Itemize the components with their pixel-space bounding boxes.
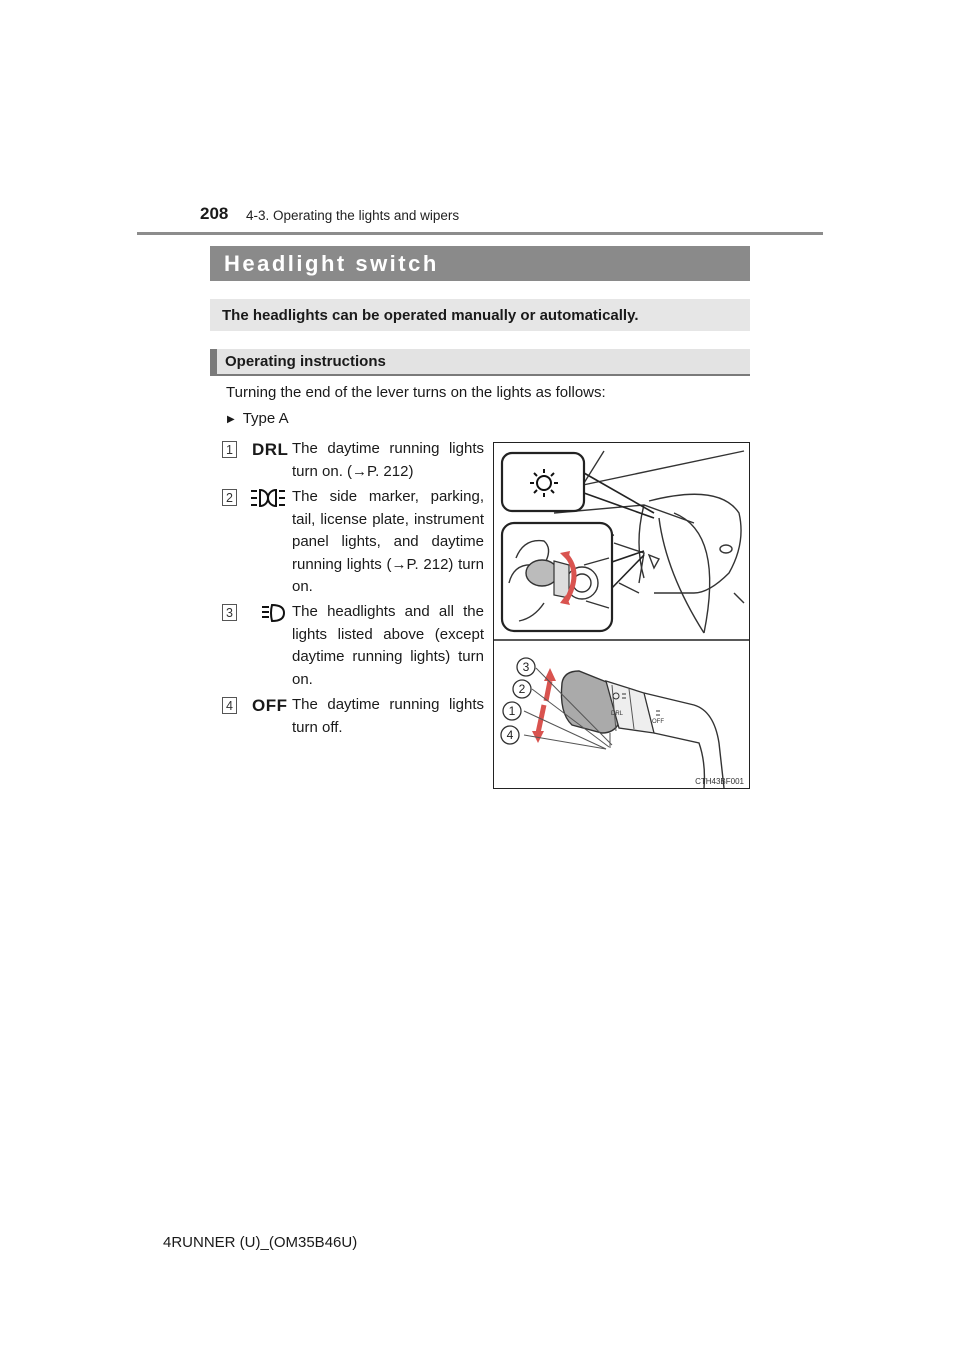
callout-3: 3 [522,660,530,674]
lever-label-off: OFF [652,719,664,725]
item-description: The daytime running lights turn on. (→P. 212) [292,440,484,480]
lead-text: Turning the end of the lever turns on the lights as follows: [226,384,606,401]
side-marker-lights-icon [248,487,288,509]
intro-text: The headlights can be operated manually or automatically. [222,306,639,324]
illustration-drawing [494,443,749,788]
drl-symbol: DRL [252,440,289,459]
page-title-bar [210,246,750,281]
off-symbol: OFF [252,696,288,715]
callout-4: 4 [506,728,514,742]
intro-box [210,299,750,331]
headlight-switch-illustration [493,442,750,789]
figure-code: CTH43BF001 [695,777,744,786]
page-title: Headlight switch [224,250,439,276]
item-number-badge: 4 [222,697,237,714]
item-number-badge: 3 [222,604,237,621]
lever-label-drl: DRL [611,711,624,717]
header-divider [137,232,823,235]
item-number-badge: 2 [222,489,237,506]
item-description: The side marker, parking, tail, license plate, instrument panel lights, and daytime running lights (→P. 212) turn on. [292,488,484,595]
headlight-icon [248,602,288,624]
page-number: 208 [200,204,229,223]
sub-heading [210,349,750,376]
type-label [227,410,289,427]
light-symbol-callout [502,453,584,511]
sub-heading-text: Operating instructions [225,353,386,370]
callout-2: 2 [518,682,526,696]
item-description: The headlights and all the lights listed above (except daytime running lights) turn on. [292,603,484,688]
item-description: The daytime running lights turn off. [292,696,484,736]
section-path: 4-3. Operating the lights and wipers [246,208,460,223]
triangle-bullet-icon: ▶ [227,414,235,425]
footer-model-code: 4RUNNER (U)_(OM35B46U) [163,1234,358,1251]
callout-1: 1 [508,704,516,718]
item-number-badge: 1 [222,441,237,458]
type-label-text: Type A [242,410,289,427]
